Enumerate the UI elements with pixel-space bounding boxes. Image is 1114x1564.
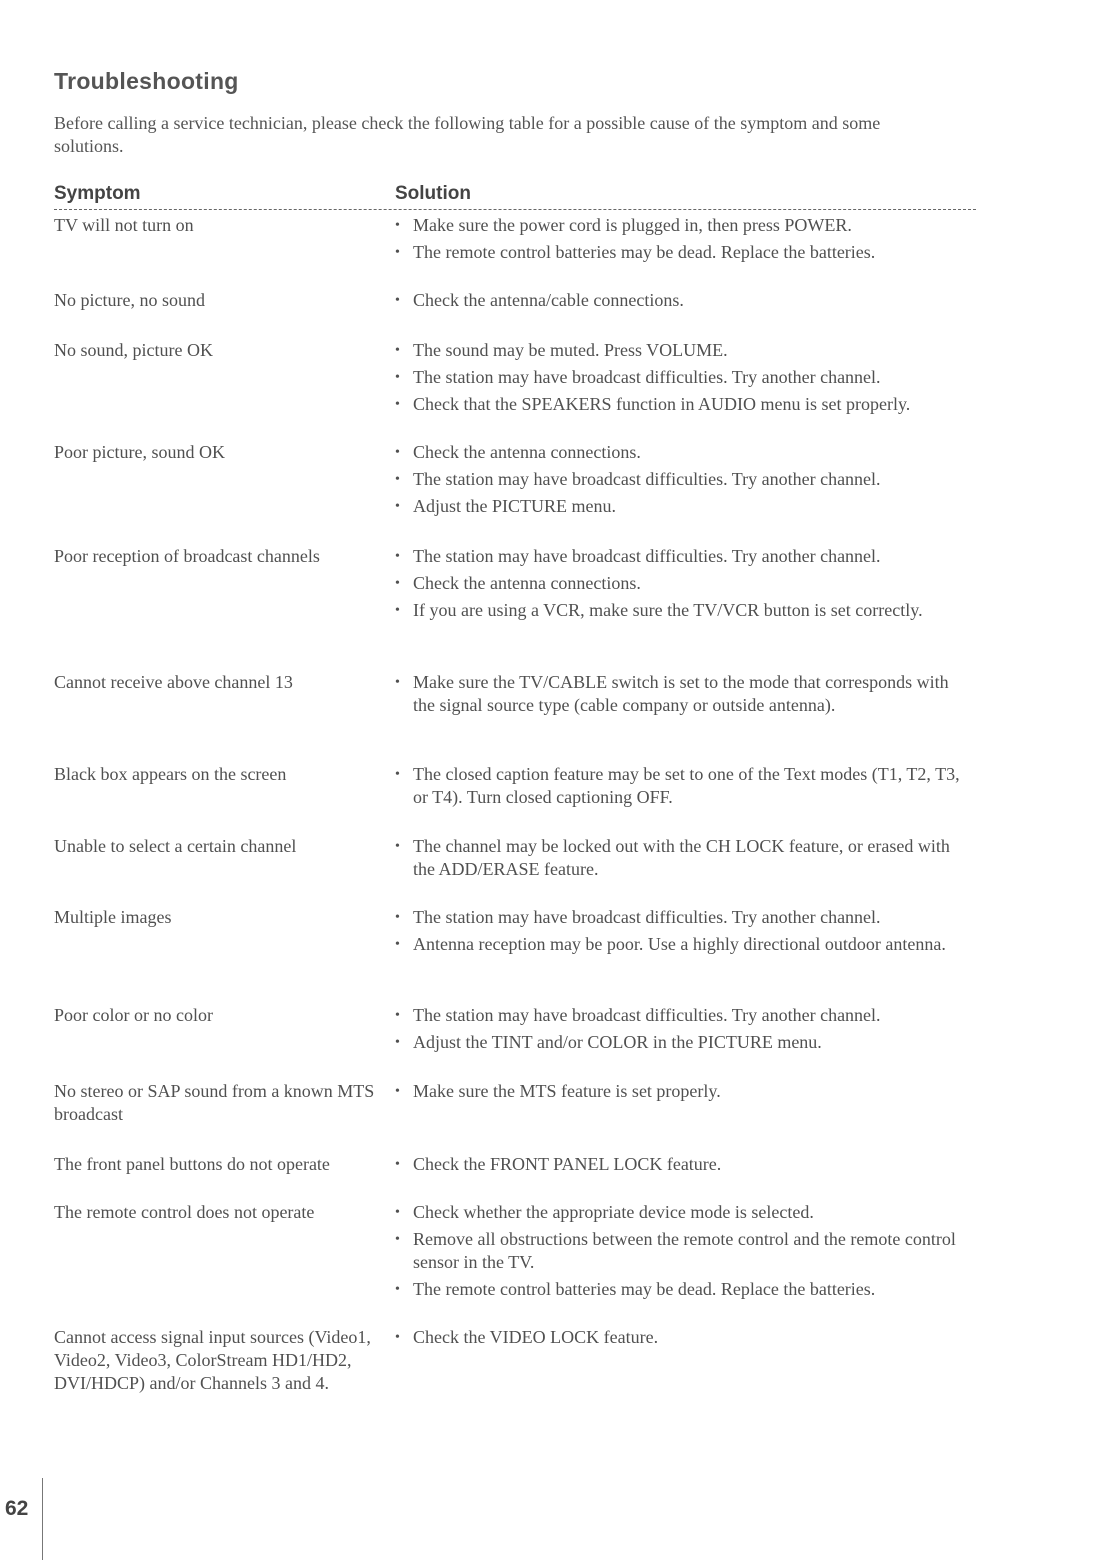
solution-item: • Check that the SPEAKERS function in AUDIO menu is set properly. [395,393,975,416]
solution-item: • Adjust the TINT and/or COLOR in the PICTURE menu. [395,1031,975,1054]
symptom-cell: No sound, picture OK [54,340,213,360]
symptom-cell: Unable to select a certain channel [54,836,297,856]
solution-list [395,1201,975,1305]
symptom-cell: Cannot access signal input sources (Video1, Video2, Video3, ColorStream HD1/HD2, DVI/HDCP) and/or Channels 3 and 4. [54,1327,371,1393]
solution-list [395,1153,975,1180]
solution-item: • The channel may be locked out with the CH LOCK feature, or erased with the ADD/ERASE feature. [395,835,975,881]
solution-item: • The station may have broadcast difficulties. Try another channel. [395,545,975,568]
solution-item: • The remote control batteries may be dead. Replace the batteries. [395,241,975,264]
symptom-cell: Black box appears on the screen [54,764,287,784]
solution-item: • The station may have broadcast difficulties. Try another channel. [395,366,975,389]
page-number: 62 [5,1497,29,1520]
solution-item: • Check the FRONT PANEL LOCK feature. [395,1153,975,1176]
solution-list [395,214,975,268]
symptom-cell: Poor picture, sound OK [54,442,225,462]
solution-item: • The station may have broadcast difficulties. Try another channel. [395,468,975,491]
symptom-cell: Poor color or no color [54,1005,213,1025]
solution-list [395,671,975,721]
symptom-column-header: Symptom [54,183,141,204]
solution-item: • The closed caption feature may be set to one of the Text modes (T1, T2, T3, or T4). Turn closed captioning OFF. [395,763,975,809]
solution-item: • The sound may be muted. Press VOLUME. [395,339,975,362]
intro-text: Before calling a service technician, please check the following table for a possible cause of the symptom and some solutions. [54,113,881,156]
page-title: Troubleshooting [54,68,239,94]
solution-list [395,1080,975,1107]
solution-list [395,906,975,960]
solution-list [395,545,975,626]
symptom-cell: TV will not turn on [54,215,194,235]
solution-item: • Check the antenna/cable connections. [395,289,975,312]
solution-item: • Antenna reception may be poor. Use a highly directional outdoor antenna. [395,933,975,956]
symptom-cell: Cannot receive above channel 13 [54,672,293,692]
header-divider [54,209,976,210]
page-number-rule [42,1478,43,1560]
symptom-cell: No stereo or SAP sound from a known MTS broadcast [54,1081,375,1124]
solution-item: • Check the antenna connections. [395,572,975,595]
symptom-cell: The front panel buttons do not operate [54,1154,330,1174]
solution-item: • Make sure the power cord is plugged in, then press POWER. [395,214,975,237]
solution-item: • Make sure the TV/CABLE switch is set to the mode that corresponds with the signal source type (cable company or outside antenna). [395,671,975,717]
solution-item: • Check the antenna connections. [395,441,975,464]
solution-column-header: Solution [395,183,471,204]
solution-item: • The remote control batteries may be dead. Replace the batteries. [395,1278,975,1301]
symptom-cell: The remote control does not operate [54,1202,315,1222]
solution-list [395,1326,975,1353]
symptom-cell: No picture, no sound [54,290,205,310]
symptom-cell: Poor reception of broadcast channels [54,546,320,566]
solution-item: • The station may have broadcast difficulties. Try another channel. [395,906,975,929]
solution-item: • If you are using a VCR, make sure the TV/VCR button is set correctly. [395,599,975,622]
symptom-cell: Multiple images [54,907,172,927]
solution-item: • The station may have broadcast difficulties. Try another channel. [395,1004,975,1027]
solution-list [395,441,975,522]
solution-list [395,763,975,813]
solution-item: • Check the VIDEO LOCK feature. [395,1326,975,1349]
solution-list [395,289,975,316]
solution-item: • Remove all obstructions between the remote control and the remote control sensor in the TV. [395,1228,975,1274]
solution-list [395,339,975,420]
solution-list [395,1004,975,1058]
solution-item: • Make sure the MTS feature is set properly. [395,1080,975,1103]
solution-list [395,835,975,885]
solution-item: • Check whether the appropriate device mode is selected. [395,1201,975,1224]
solution-item: • Adjust the PICTURE menu. [395,495,975,518]
